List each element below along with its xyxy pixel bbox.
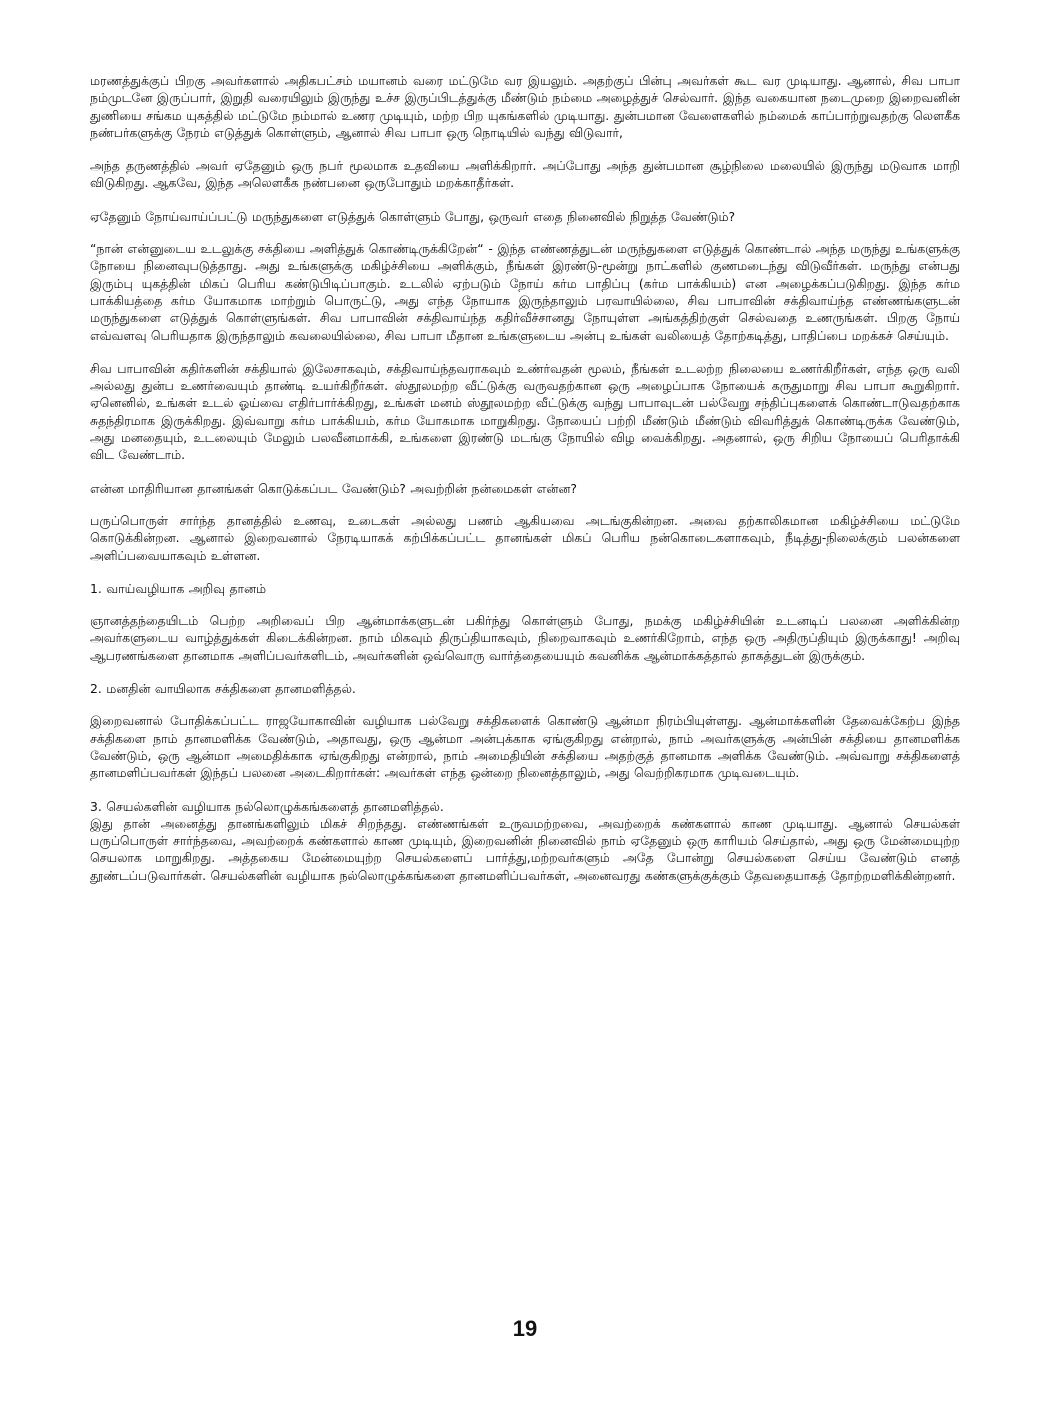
question-heading-donations: என்ன மாதிரியான தானங்கள் கொடுக்கப்பட வேண்டும்? அவற்றின் நன்மைகள் என்ன? (90, 480, 577, 496)
paragraph-1: மரணத்துக்குப் பிறகு அவர்களால் அதிகபட்சம் மயானம் வரை மட்டுமே வர இயலும். அதற்குப் பின்பு அவர்கள் கூட வர முடியாது. ஆனால், சிவ பாபா நம்முடனே இருப்பார், இறுதி வரையிலும் இருந்து உச்ச இருப்பிடத்துக்கு மீண்டும் நம்மை அழைத்துச் செல்வார். இந்த வகையான நடைமுறை இறைவனின் துணியை சங்கம யுகத்தில் மட்டுமே நம்மால் உணர முடியும், மற்ற பிற யுகங்களில் முடியாது. துன்பமான வேளைகளில் நம்மைக் காப்பாற்றுவதற்கு லௌகீக நண்பர்களுக்கு நேரம் எடுத்துக் கொள்ளும், ஆனால் சிவ பாபா ஒரு நொடியில் வந்து விடுவார், (90, 73, 960, 140)
paragraph-4: சிவ பாபாவின் கதிர்களின் சக்தியால் இலேசாகவும், சக்திவாய்ந்தவராகவும் உண்ர்வதன் மூலம், நீங்கள் உடலற்ற நிலையை உணர்கிறீர்கள், எந்த ஒரு வலி அல்லது துன்ப உணர்வையும் தாண்டி உயர்கிறீர்கள். ஸ்தூலமற்ற வீட்டுக்கு வருவதற்கான ஒரு அழைப்பாக நோயைக் கருதுமாறு சிவ பாபா கூறுகிறார். ஏனெனில், உங்கள் உடல் ஓய்வை எதிர்பார்க்கிறது, உங்கள் மனம் ஸ்தூலமற்ற வீட்டுக்கு வந்து பாபாவுடன் பல்வேறு சந்திப்புகளைக் கொண்டாடுவதற்காக சுதந்திரமாக இருக்கிறது. இவ்வாறு கர்ம பாக்கியம், கர்ம யோகமாக மாறுகிறது. நோயைப் பற்றி மீண்டும் மீண்டும் விவரித்துக் கொண்டிருக்க வேண்டும், அது மனதையும், உடலையும் மேலும் பலவீனமாக்கி, உங்களை இரண்டு மடங்கு நோயில் விழ வைக்கிறது. அதனால், ஒரு சிறிய நோயைப் பெரிதாக்கி விட வேண்டாம். (90, 360, 960, 463)
paragraph-8: இது தான் அனைத்து தானங்களிலும் மிகச் சிறந்தது. எண்ணங்கள் உருவமற்றவை, அவற்றைக் கண்களால் காண முடியாது. ஆனால் செயல்கள் பருப்பொருள் சார்ந்தவை, அவற்றைக் கண்களால் காண முடியும், இறைவனின் நினைவில் நாம் ஏதேனும் ஒரு காரியம் செய்தால், அது ஒரு மேன்மையுற்ற செயலாக மாறுகிறது. அத்தகைய மேன்மையுற்ற செயல்களைப் பார்த்து,மற்றவர்களும் அதே போன்று செயல்களை செய்ய வேண்டும் எனத் தூண்டப்படுவார்கள். செயல்களின் வழியாக நல்லொழுக்கங்களை தானமளிப்பவர்கள், அனைவரது கண்களுக்குக்கும் தேவதையாகத் தோற்றமளிக்கின்றனர். (90, 815, 960, 883)
paragraph-2: அந்த தருணத்தில் அவர் ஏதேனும் ஒரு நபர் மூலமாக உதவியை அளிக்கிறார். அப்போது அந்த துன்பமான சூழ்நிலை மலையில் இருந்து மடுவாக மாறி விடுகிறது. ஆகவே, இந்த அலௌகீக நண்பனை ஒருபோதும் மறக்காதீர்கள். (90, 158, 960, 191)
page-number: 19 (512, 1316, 538, 1341)
section-heading-2: 2. மனதின் வாயிலாக சக்திகளை தானமளித்தல். (90, 681, 356, 697)
paragraph-6: ஞானத்தந்தையிடம் பெற்ற அறிவைப் பிற ஆன்மாக்களுடன் பகிர்ந்து கொள்ளும் போது, நமக்கு மகிழ்ச்சியின் உடனடிப் பலனை அளிக்கின்ற அவர்களுடைய வாழ்த்துக்கள் கிடைக்கின்றன. நாம் மிகவும் திருப்தியாகவும், நிறைவாகவும் உணர்கிறோம், எந்த ஒரு அதிருப்தியும் இருக்காது! அறிவு ஆபரணங்களை தானமாக அளிப்பவர்களிடம், அவர்களின் ஒவ்வொரு வார்த்தையையும் கவனிக்க ஆன்மாக்கத்தால் தாகத்துடன் இருக்கும். (90, 613, 960, 663)
paragraph-7: இறைவனால் போதிக்கப்பட்ட ராஜயோகாவின் வழியாக பல்வேறு சக்திகளைக் கொண்டு ஆன்மா நிரம்பியுள்ளது. ஆன்மாக்களின் தேவைக்கேற்ப இந்த சக்திகளை நாம் தானமளிக்க வேண்டும், அதாவது, ஒரு ஆன்மா அன்புக்காக ஏங்குகிறது என்றால், நாம் அவர்களுக்கு அன்பின் சக்தியை தானமளிக்க வேண்டும், ஒரு ஆன்மா அமைதிக்காக ஏங்குகிறது என்றால், நாம் அமைதியின் சக்தியை அதற்குத் தானமாக அளிக்க வேண்டும். அவ்வாறு சக்திகளைத் தானமளிப்பவர்கள் இந்தப் பலனை அடைகிறார்கள்: அவர்கள் எந்த ஒன்றை நினைத்தாலும், அது வெற்றிகரமாக முடிவடையும். (90, 713, 960, 781)
paragraph-5: பருப்பொருள் சார்ந்த தானத்தில் உணவு, உடைகள் அல்லது பணம் ஆகியவை அடங்குகின்றன. அவை தற்காலிகமான மகிழ்ச்சியை மட்டுமே கொடுக்கின்றன. ஆனால் இறைவனால் நேரடியாகக் கற்பிக்கப்பட்ட தானங்கள் மிகப் பெரிய நன்கொடைகளாகவும், நீடித்து-நிலைக்கும் பலன்களை அளிப்பவையாகவும் உள்ளன. (90, 512, 960, 563)
paragraph-3: “நான் என்னுடைய உடலுக்கு சக்தியை அளித்துக் கொண்டிருக்கிறேன்“ - இந்த எண்ணத்துடன் மருந்துகளை எடுத்துக் கொண்டால் அந்த மருந்து உங்களுக்கு நோயை நினைவுபடுத்தாது. அது உங்களுக்கு மகிழ்ச்சியை அளிக்கும், நீங்கள் இரண்டு-மூன்று நாட்களில் குணமடைந்து விடுவீர்கள். மருந்து என்பது இரும்பு யுகத்தின் மிகப் பெரிய கண்டுபிடிப்பாகும். உடலில் ஏற்படும் நோய் கர்ம பாதிப்பு (கர்ம பாக்கியம்) என அழைக்கப்படுகிறது. இந்த கர்ம பாக்கியத்தை கர்ம யோகமாக மாற்றும் பொருட்டு, அது எந்த நோயாக இருந்தாலும் பரவாயில்லை, சிவ பாபாவின் சக்திவாய்ந்த எண்ணங்களுடன் மருந்துகளை எடுத்துக் கொள்ளுங்கள். சிவ பாபாவின் சக்திவாய்ந்த கதிர்வீச்சானது நோயுள்ள அங்கத்திற்குள் செல்வதை உணருங்கள். பிறகு நோய் எவ்வளவு பெரியதாக இருந்தாலும் கவலையில்லை, சிவ பாபா மீதான உங்களுடைய அன்பு உங்கள் வலியைத் தோற்கடித்து, பாதிப்பை மறக்கச் செய்யும். (90, 241, 960, 343)
question-heading-medicine: ஏதேனும் நோய்வாய்ப்பட்டு மருந்துகளை எடுத்துக் கொள்ளும் போது, ஒருவர் எதை நினைவில் நிறுத்த வேண்டும்? (90, 208, 736, 224)
section-heading-3: 3. செயல்களின் வழியாக நல்லொழுக்கங்களைத் தானமளித்தல். (90, 798, 444, 814)
section-heading-1: 1. வாய்வழியாக அறிவு தானம் (90, 580, 266, 596)
